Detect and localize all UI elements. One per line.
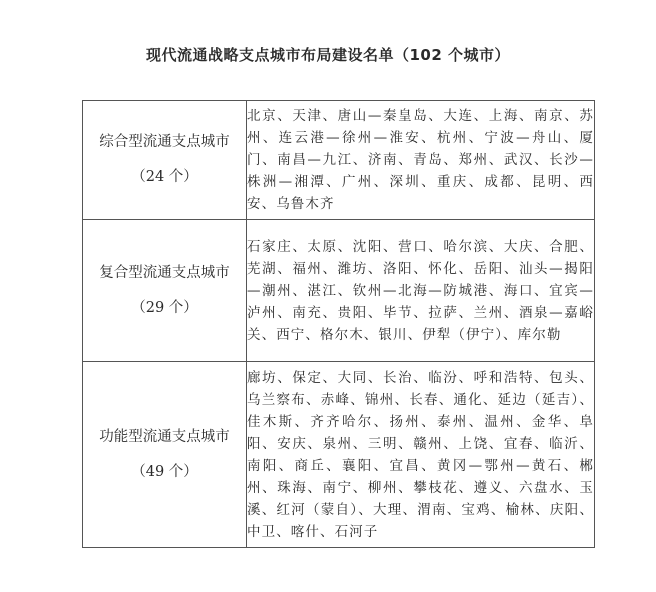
city-list-table [82, 100, 595, 548]
category-name: 复合型流通支点城市 [99, 264, 230, 281]
category-count: （49 个） [131, 463, 198, 480]
category-count: （24 个） [131, 169, 198, 185]
category-name: 功能型流通支点城市 [99, 428, 230, 445]
category-cell [83, 362, 247, 548]
category-count: （29 个） [131, 299, 198, 316]
table-row [83, 362, 595, 548]
cities-list: 石家庄、太原、沈阳、营口、哈尔滨、大庆、合肥、芜湖、福州、潍坊、洛阳、怀化、岳阳、汕头—揭阳—潮州、湛江、钦州—北海—防城港、海口、宜宾—泸州、南充、贵阳、毕节、拉萨、兰州、酒泉—嘉峪关、西宁、格尔木、银川、伊犁（伊宁）、库尔勒 [247, 220, 595, 362]
cities-list: 廊坊、保定、大同、长治、临汾、呼和浩特、包头、乌兰察布、赤峰、锦州、长春、通化、延边（延吉）、佳木斯、齐齐哈尔、扬州、泰州、温州、金华、阜阳、安庆、泉州、三明、赣州、上饶、宜春、临沂、南阳、商丘、襄阳、宜昌、黄冈—鄂州—黄石、郴州、珠海、南宁、柳州、攀枝花、遵义、六盘水、玉溪、红河（蒙自）、大理、渭南、宝鸡、榆林、庆阳、中卫、喀什、石河子 [247, 362, 595, 548]
cities-list: 北京、天津、唐山—秦皇岛、大连、上海、南京、苏州、连云港—徐州—淮安、杭州、宁波—舟山、厦门、南昌—九江、济南、青岛、郑州、武汉、长沙—株洲—湘潭、广州、深圳、重庆、成都、昆明、西安、乌鲁木齐 [247, 101, 595, 220]
table-row [83, 101, 595, 220]
category-cell [83, 220, 247, 362]
table-row [83, 220, 595, 362]
document-title: 现代流通战略支点城市布局建设名单（102 个城市） [145, 46, 511, 64]
category-cell [83, 101, 247, 220]
category-name: 综合型流通支点城市 [99, 134, 230, 150]
